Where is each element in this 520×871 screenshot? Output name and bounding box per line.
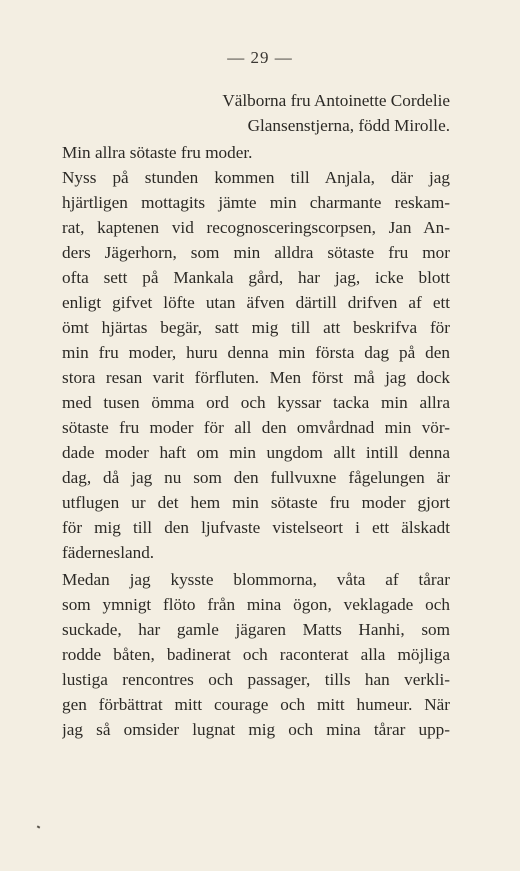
paragraph-1-line: ofta sett på Mankala gård, har jag, icke blott bbox=[62, 268, 450, 287]
salutation-line: Min allra sötaste fru moder. bbox=[62, 143, 253, 162]
paragraph-2-line: jag så omsider lugnat mig och mina tårar upp- bbox=[62, 720, 450, 739]
paragraph-2 bbox=[62, 567, 450, 742]
paragraph-1-line: för mig till den ljufvaste vistelseort i ett älskadt bbox=[62, 518, 450, 537]
paragraph-2-line: Medan jag kysste blommorna, våta af tårar bbox=[62, 570, 450, 589]
address-line-1: Välborna fru Antoinette Cordelie bbox=[222, 91, 450, 110]
paragraph-1-line: min fru moder, huru denna min första dag på den bbox=[62, 343, 450, 362]
paragraph-1-line: med tusen ömma ord och kyssar tacka min allra bbox=[62, 393, 450, 412]
paragraph-2-line: lustiga rencontres och passager, tills han verkli- bbox=[62, 670, 450, 689]
paragraph-2-line: rodde båten, badinerat och raconterat alla möjliga bbox=[62, 645, 450, 664]
paragraph-1-line: enligt gifvet löfte utan äfven därtill drifven af ett bbox=[62, 293, 450, 312]
paragraph-1-line: hjärtligen mottagits jämte min charmante reskam- bbox=[62, 193, 450, 212]
paragraph-1-line: rat, kaptenen vid recognosceringscorpsen, Jan An- bbox=[62, 218, 450, 237]
paragraph-2-line: suckade, har gamle jägaren Matts Hanhi, som bbox=[62, 620, 450, 639]
paragraph-1-line: utflugen ur det hem min sötaste fru moder gjort bbox=[62, 493, 450, 512]
letter-salutation bbox=[62, 140, 450, 165]
letter-address bbox=[62, 88, 450, 138]
paragraph-1-line-last: fädernesland. bbox=[62, 543, 155, 562]
paragraph-1-line: dade moder haft om min ungdom allt intill denna bbox=[62, 443, 450, 462]
paragraph-1-line: dag, då jag nu som den fullvuxne fågelungen är bbox=[62, 468, 450, 487]
page-number: — 29 — bbox=[227, 48, 293, 67]
paragraph-1-line: Nyss på stunden kommen till Anjala, där jag bbox=[62, 168, 450, 187]
paragraph-1-line: stora resan varit förfluten. Men först må jag dock bbox=[62, 368, 450, 387]
paragraph-1-line: sötaste fru moder för all den omvårdnad min vör- bbox=[62, 418, 450, 437]
paragraph-2-line: som ymnigt flöto från mina ögon, veklagade och bbox=[62, 595, 450, 614]
paragraph-1-line: ders Jägerhorn, som min alldra sötaste fru mor bbox=[62, 243, 450, 262]
paragraph-1-line: ömt hjärtas begär, satt mig till att beskrifva för bbox=[62, 318, 450, 337]
address-line-2: Glansenstjerna, född Mirolle. bbox=[247, 116, 450, 135]
print-speck bbox=[37, 825, 41, 828]
paragraph-1 bbox=[62, 165, 450, 565]
paragraph-2-line: gen förbättrat mitt courage och mitt humeur. När bbox=[62, 695, 450, 714]
